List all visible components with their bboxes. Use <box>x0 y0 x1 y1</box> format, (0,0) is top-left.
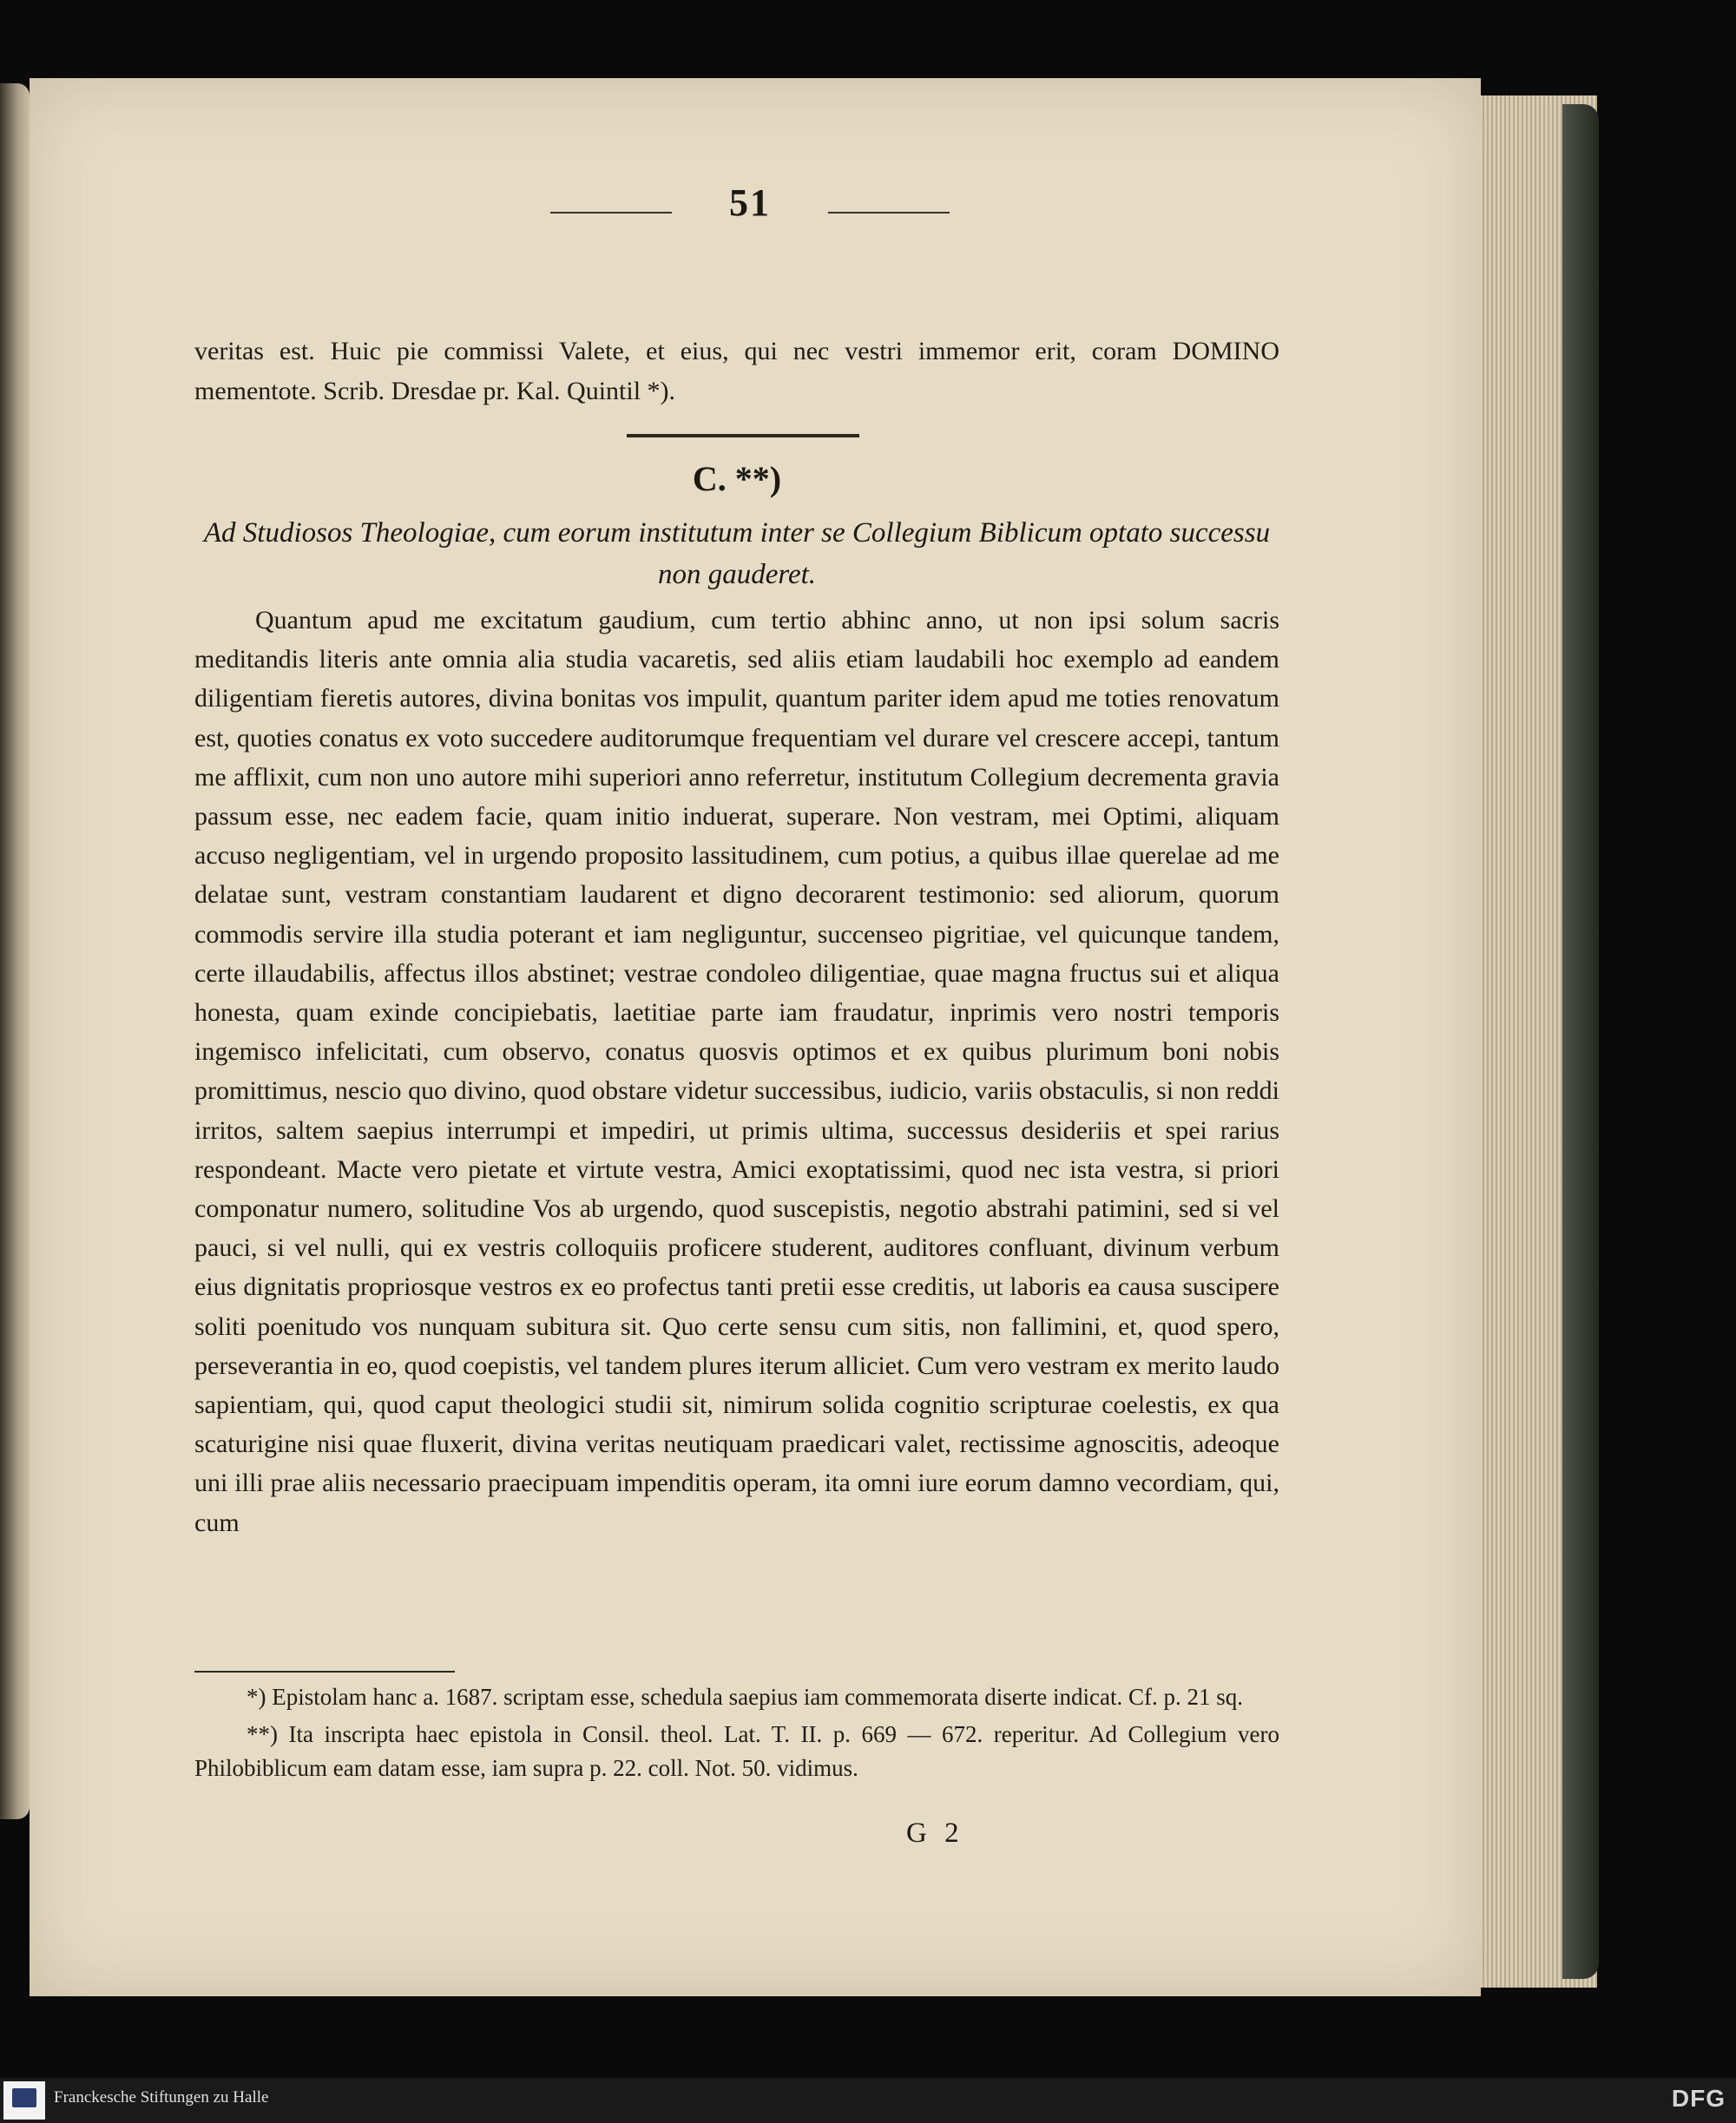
viewer-footer <box>0 2078 1736 2123</box>
facing-page-edge <box>0 83 30 1819</box>
section-divider <box>627 434 859 437</box>
book-cover-edge <box>1562 104 1599 1979</box>
previous-letter-text: veritas est. Huic pie commissi Valete, et eius, qui nec vestri immemor erit, coram DOMINO mementote. Scrib. Dresdae pr. Kal. Quintil *). <box>194 337 1279 405</box>
institution-name: Franckesche Stiftungen zu Halle <box>54 2088 269 2107</box>
previous-letter-ending <box>194 332 1279 411</box>
header-rule-left <box>550 212 672 214</box>
footnotes <box>194 1680 1279 1789</box>
footnote-1: *) Epistolam hanc a. 1687. scriptam esse, schedula saepius iam commemorata diserte indicat. Cf. p. 21 sq. <box>247 1684 1243 1710</box>
footnote-2: **) Ita inscripta haec epistola in Consil. theol. Lat. T. II. p. 669 — 672. reperitur. Ad Collegium vero Philobiblicum eam datam esse, iam supra p. 22. coll. Not. 50. vidimus. <box>194 1721 1279 1781</box>
institution-logo-icon[interactable] <box>3 2081 45 2120</box>
letter-body: Quantum apud me excitatum gaudium, cum tertio abhinc anno, ut non ipsi solum sacris meditandis literis ante omnia alia studia vacaretis, sed aliis etiam laudabili hoc exemplo ad eandem diligentiam fieretis autores, divina bonitas vos impulit, quantum pariter idem apud me toties renovatum est, quoties conatus ex voto succedere auditorumque frequentiam vel durare vel crescere accepi, tantum me afflixit, cum non uno autore mihi superiori anno referretur, institutum Collegium decrementa gravia passum esse, nec eadem facie, quam initio induerat, superare. Non vestram, mei Optimi, aliquam accuso negligentiam, vel in urgendo proposito lassitudinem, cum potius, a quibus illae querelae ad me delatae sunt, vestram constantiam laudarent et digno decorarent testimonio: sed aliorum, quorum commodis servire illa studia poterant et iam negliguntur, succenseo pigritiae, vel quicunque tandem, certe illaudabilis, affectus illos abstinet; vestrae condoleo diligentiae, quae magna fructus sui et aliqua honesta, quam exinde concipiebatis, laetitiae parte iam fraudatur, inprimis vero nostri temporis ingemisco infelicitati, cum observo, conatus quosvis optimos et ex quibus plurimum boni nobis promittimus, nescio quo divino, quod obstare videtur successibus, iudicio, variis obstaculis, si non reddi irritos, saltem saepius interrumpi et impediri, ut primis ultima, successus desideriis et spei rarius respondeant. Macte vero pietate et virtute vestra, Amici exoptatissimi, quod nec ista vestra, si priori componatur numero, solitudine Vos ab urgendo, quod suscepistis, negotio abstrahi patimini, sed si vel pauci, si vel nulli, qui ex vestris colloquiis proficere studerent, auditores confluant, divinum verbum eius dignitatis propriosque vestros ex eo profectus tanti pretii esse creditis, ut laboris ea causa suscipere soliti poenitudo vos nunquam subitura sit. Quo certe sensu cum sitis, non fallimini, et, quod spero, perseverantia in eo, quod coepistis, vel tandem plures iterum alliciet. Cum vero vestram ex merito laudo sapientiam, qui, quod caput theologici studii sit, nimirum solida cognitio scripturae coelestis, ex qua scaturigine nisi quae fluxerit, divina veritas neutiquam praedicari valet, rectissime agnoscitis, adeoque uni illi prae aliis necessario praecipuam impenditis operam, ita omni iure eorum damno vecordiam, qui, cum <box>194 606 1279 1537</box>
page-number-header <box>533 181 967 233</box>
letter-heading: Ad Studiosos Theologiae, cum eorum institutum inter se Collegium Biblicum optato successu non gauderet. <box>203 517 1271 590</box>
footnote-rule <box>194 1671 455 1673</box>
scanned-page <box>30 78 1481 1996</box>
signature-mark: G 2 <box>906 1817 964 1849</box>
section-label: C. **) <box>692 459 782 498</box>
header-rule-right <box>828 212 950 214</box>
page-number: 51 <box>729 181 771 224</box>
dfg-logo[interactable]: DFG <box>1671 2085 1726 2112</box>
